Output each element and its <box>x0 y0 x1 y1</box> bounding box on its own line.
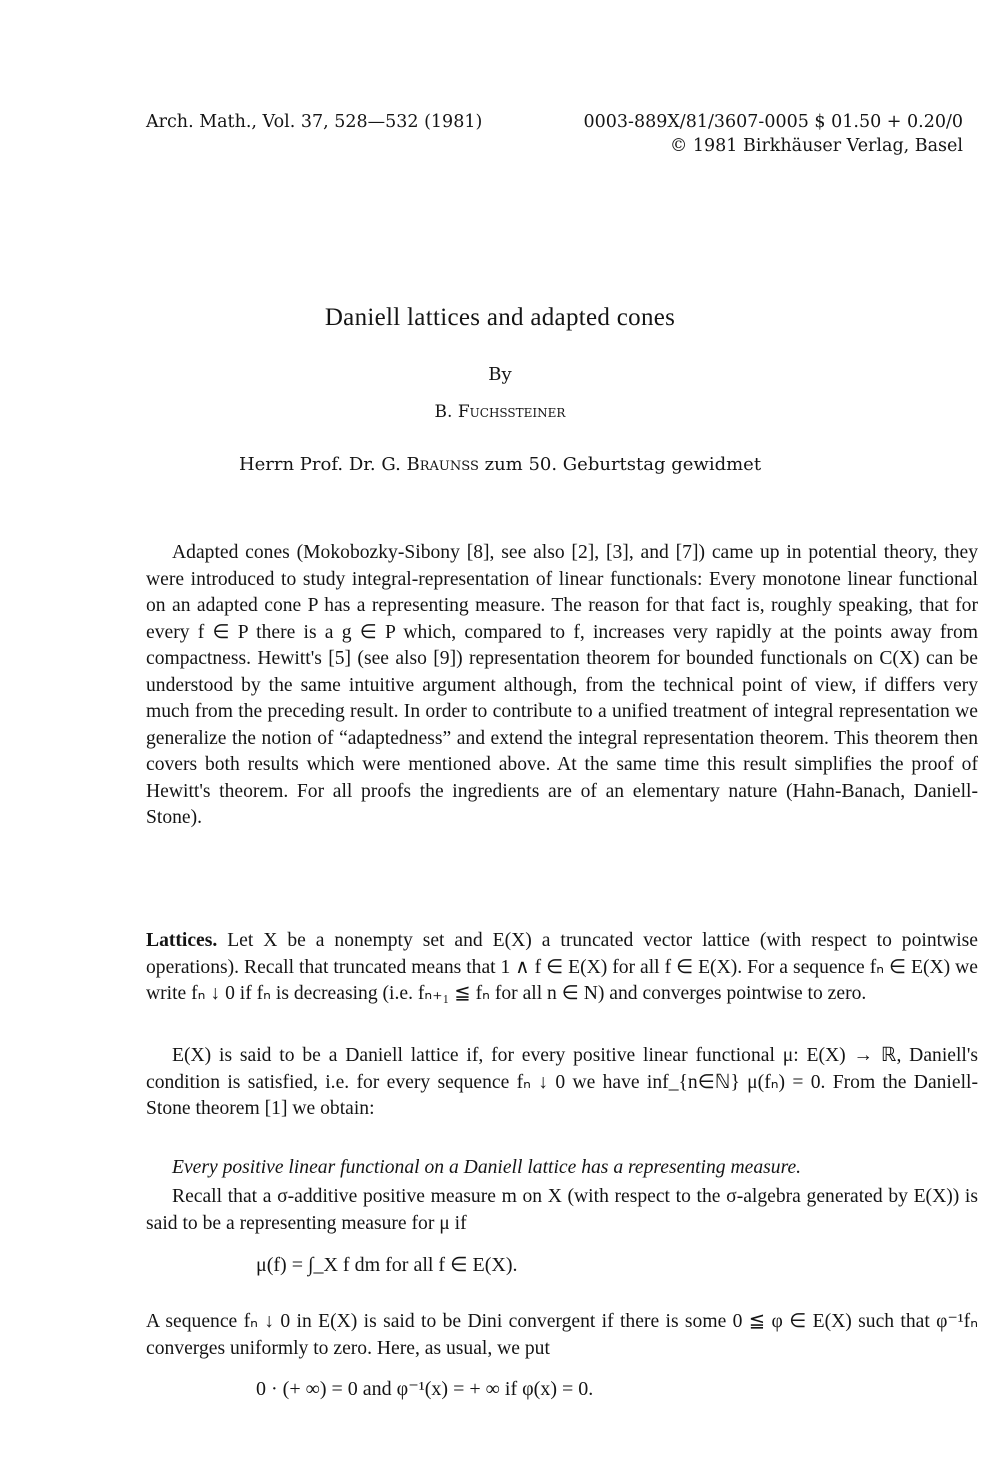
dini-paragraph: A sequence fₙ ↓ 0 in E(X) is said to be Dini convergent if there is some 0 ≦ φ ∈ E(X) such that φ⁻¹fₙ converges uniformly to zero. Here, as usual, we put <box>146 1311 978 1359</box>
lattices-paragraph <box>146 928 978 1008</box>
lattices-text: Let X be a nonempty set and E(X) a truncated vector lattice (with respect to pointwise operations). Recall that truncated means that 1 ∧ f ∈ E(X) for all f ∈ E(X). For a sequence fₙ ∈ E(X) we write fₙ ↓ 0 if fₙ is decreasing (i.e. fₙ₊₁ ≦ fₙ for all n ∈ N) and converges pointwise to zero. <box>146 930 978 1004</box>
lattices-heading: Lattices. <box>146 930 218 951</box>
dedication <box>0 454 1000 475</box>
representing-measure-formula: μ(f) = ∫_X f dm for all f ∈ E(X). <box>256 1254 518 1276</box>
daniell-definition: E(X) is said to be a Daniell lattice if, for every positive linear functional μ: E(X) → ℝ, Daniell's condition is satisfied, i.e. for every sequence fₙ ↓ 0 we have inf_{n∈ℕ} μ(fₙ) = 0. From the Daniell-Stone theorem [1] we obtain: <box>146 1045 978 1119</box>
author-name: B. Fuchssteiner <box>434 402 566 422</box>
copyright-line: © 1981 Birkhäuser Verlag, Basel <box>669 136 963 156</box>
journal-citation: Arch. Math., Vol. 37, 528—532 (1981) <box>146 112 483 132</box>
publication-code-block <box>584 110 964 158</box>
dedication-honoree: Braunss <box>406 454 479 475</box>
byline: By <box>488 364 512 385</box>
theorem-statement: Every positive linear functional on a Daniell lattice has a representing measure. <box>172 1157 802 1178</box>
dedication-before: Herrn Prof. Dr. G. <box>238 454 401 475</box>
dedication-after: zum 50. Geburtstag gewidmet <box>484 454 762 475</box>
paper-title: Daniell lattices and adapted cones <box>324 304 676 331</box>
representing-measure-paragraph: Recall that a σ-additive positive measure m on X (with respect to the σ-algebra generated by E(X)) is said to be a representing measure for μ if <box>146 1186 978 1234</box>
publication-code: 0003-889X/81/3607-0005 $ 01.50 + 0.20/0 <box>583 112 963 132</box>
convention-formula: 0 · (+ ∞) = 0 and φ⁻¹(x) = + ∞ if φ(x) = 0. <box>256 1378 594 1400</box>
intro-paragraph: Adapted cones (Mokobozky-Sibony [8], see also [2], [3], and [7]) came up in potential theory, they were introduced to study integral-representation of linear functionals: Every monotone linear functional on an adapted cone P has a representing measure. The reason for that fact is, roughly speaking, that for every f ∈ P there is a g ∈ P which, compared to f, increases very rapidly at the points away from compactness. Hewitt's [5] (see also [9]) representation theorem for bounded functionals on C(X) can be understood by the same intuitive argument although, from the technical point of view, if differs very much from the preceding result. In order to contribute to a unified treatment of integral representation we generalize the notion of “adaptedness” and extend the integral representation theorem. This theorem then covers both results which were mentioned above. At the same time this result simplifies the proof of Hewitt's theorem. For all proofs the ingredients are of an elementary nature (Hahn-Banach, Daniell-Stone). <box>146 542 978 828</box>
